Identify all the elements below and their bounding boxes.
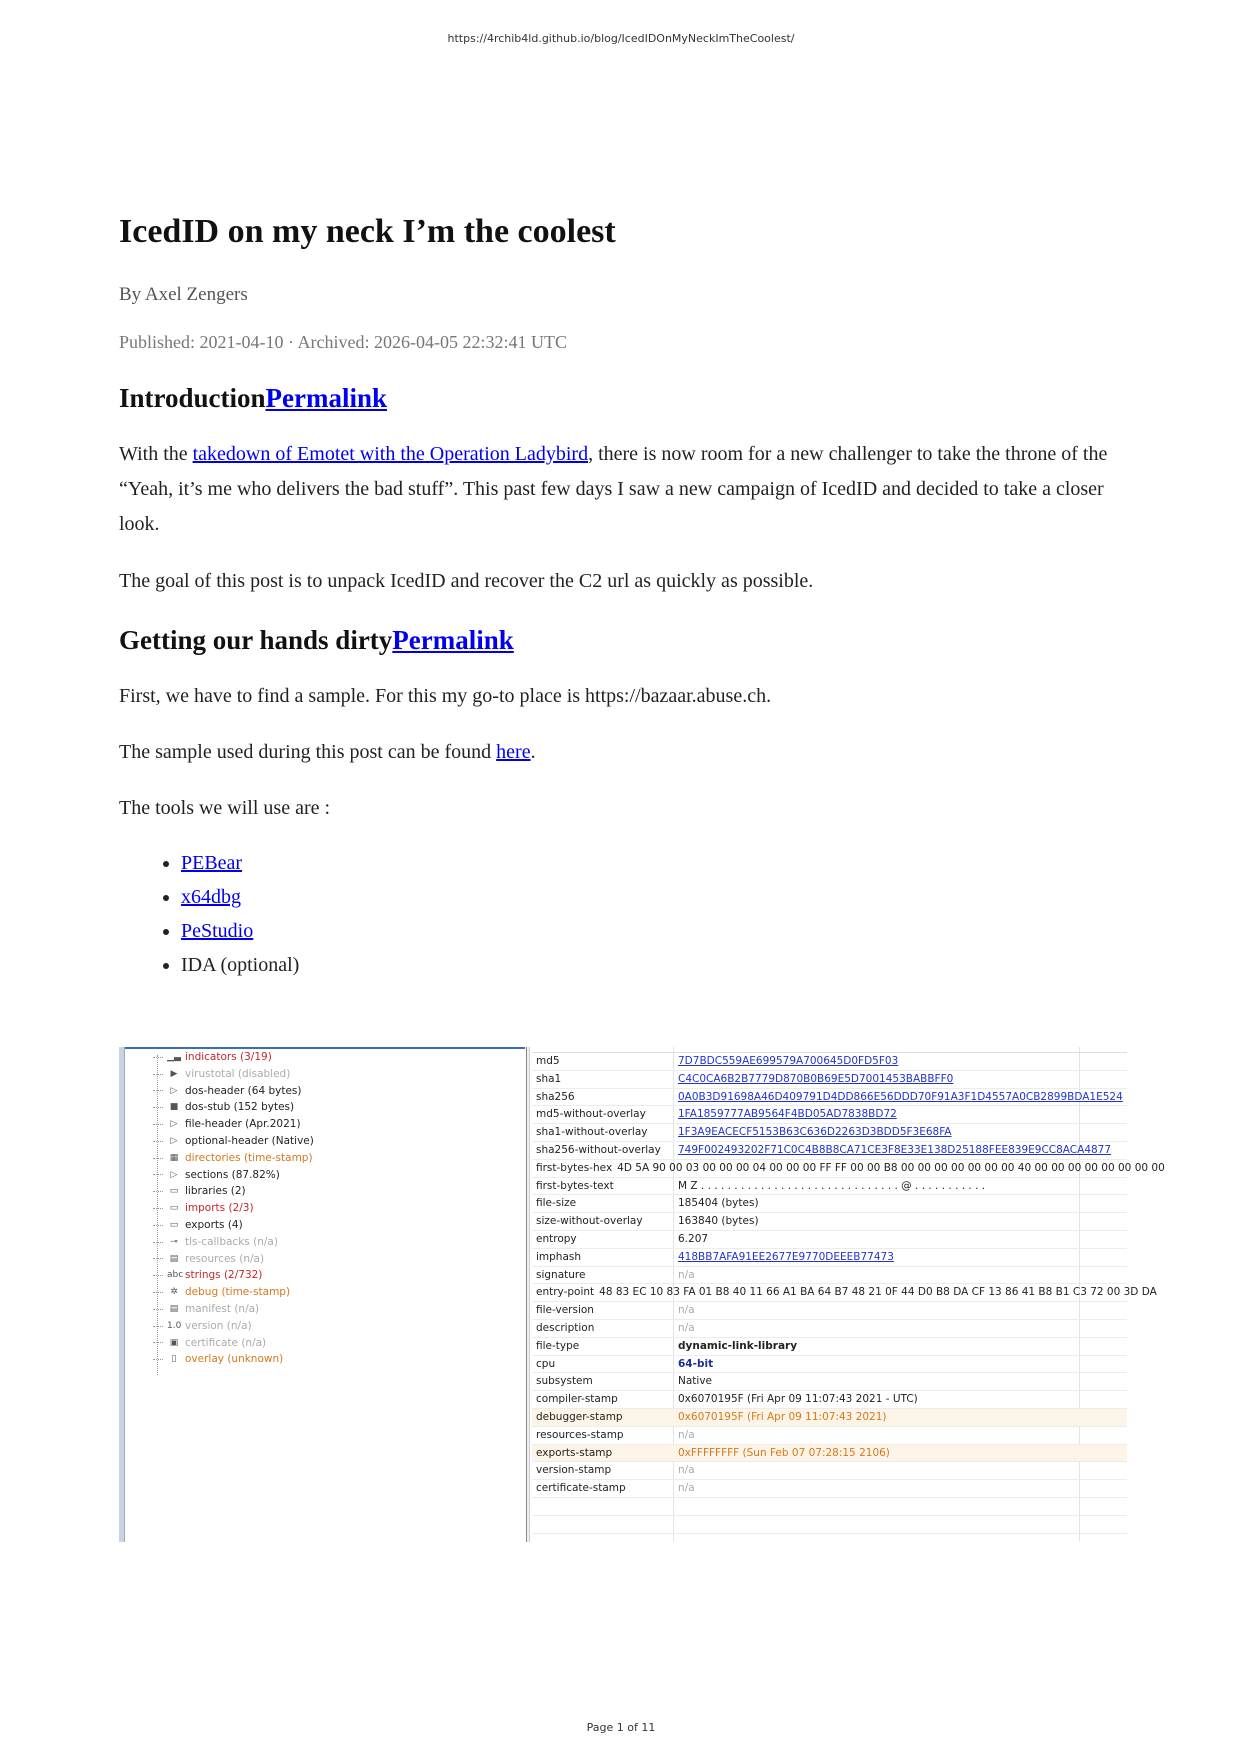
property-row[interactable] (532, 1267, 1127, 1285)
property-row[interactable] (532, 1480, 1127, 1498)
intro-paragraph-2: The goal of this post is to unpack IcedID and recover the C2 url as quickly as possible. (119, 570, 814, 592)
x64dbg-link[interactable]: x64dbg (181, 886, 241, 908)
triangle-icon: ▷ (170, 1169, 178, 1180)
tree-item[interactable] (153, 1133, 523, 1150)
tree-item-label: overlay (unknown) (185, 1353, 284, 1366)
property-value: 185404 (bytes) (678, 1197, 759, 1210)
tree-item[interactable] (153, 1083, 523, 1100)
property-key: description (536, 1321, 595, 1334)
tree-connector (153, 1242, 163, 1243)
property-row[interactable] (532, 1356, 1127, 1374)
tree-connector (153, 1292, 163, 1293)
heading-introduction (119, 381, 1129, 415)
property-value: 0xFFFFFFFF (Sun Feb 07 07:28:15 2106) (678, 1446, 890, 1459)
emotet-takedown-link[interactable]: takedown of Emotet with the Operation Ladybird (192, 443, 589, 465)
tree-connector (153, 1258, 163, 1259)
property-row[interactable] (532, 1142, 1127, 1160)
article-byline: By Axel Zengers (119, 284, 248, 305)
tree-item-label: dos-header (64 bytes) (185, 1084, 302, 1097)
property-key: subsystem (536, 1375, 593, 1388)
screenshot-left-edge (119, 1047, 125, 1542)
tool-item-ida: • IDA (optional) (181, 948, 1129, 982)
tree-connector (153, 1208, 163, 1209)
folder-icon: ▦ (169, 1152, 179, 1163)
property-row[interactable] (532, 1089, 1127, 1107)
property-key: sha256-without-overlay (536, 1143, 661, 1156)
property-row[interactable] (532, 1445, 1127, 1463)
property-key: debugger-stamp (536, 1410, 623, 1423)
property-value: 64-bit (678, 1357, 714, 1370)
tree-item-label: dos-stub (152 bytes) (185, 1101, 295, 1114)
empty-row (532, 1498, 1127, 1516)
chart-icon: ▁▃ (167, 1052, 181, 1062)
tree-connector (153, 1342, 163, 1343)
property-value: M Z . . . . . . . . . . . . . . . . . . . . . . . . . . . . . . @ . . . . . . . . . . . (678, 1179, 986, 1192)
property-row[interactable] (532, 1338, 1127, 1356)
import-icon: ▭ (169, 1203, 179, 1214)
property-row[interactable] (532, 1178, 1127, 1196)
property-value: n/a (678, 1464, 695, 1477)
tool-item-pebear (181, 846, 1129, 880)
tree-item[interactable] (153, 1099, 523, 1116)
tree-item-label: resources (n/a) (185, 1252, 265, 1265)
tree-connector (153, 1326, 163, 1327)
property-row[interactable] (532, 1124, 1127, 1142)
property-value[interactable]: 7D7BDC559AE699579A700645D0FD5F03 (678, 1055, 899, 1067)
tool-item-x64dbg (181, 880, 1129, 914)
tree-item[interactable] (153, 1200, 523, 1217)
tree-item-label: exports (4) (185, 1218, 243, 1231)
tree-item[interactable] (153, 1301, 523, 1318)
dirty-permalink[interactable]: Permalink (392, 625, 514, 655)
tree-connector (153, 1225, 163, 1226)
article (119, 210, 1129, 982)
dirty-paragraph-2 (119, 735, 1129, 770)
pebear-link[interactable]: PEBear (181, 852, 243, 874)
tree-item[interactable] (153, 1217, 523, 1234)
property-value[interactable]: 1F3A9EACECF5153B63C636D2263D3BDD5F3E68FA (678, 1126, 952, 1139)
tree-item[interactable] (153, 1234, 523, 1251)
triangle-icon: ▷ (170, 1085, 178, 1096)
property-row[interactable] (532, 1391, 1127, 1409)
tree-item[interactable] (153, 1267, 523, 1284)
property-key: cpu (536, 1357, 556, 1370)
tree-connector (153, 1309, 163, 1310)
property-key: imphash (536, 1250, 582, 1263)
intro-p1-text-after: , there is now room for a new challenger to take the throne of the “Yeah, it’s me who delivers the bad stuff”. This past few days I saw a new campaign of IcedID and decided to take a closer look. (119, 443, 1108, 535)
tree-item-label: optional-header (Native) (185, 1134, 314, 1147)
dirty-p2-text-before: The sample used during this post can be found (119, 741, 497, 763)
tree-item[interactable] (153, 1351, 523, 1368)
property-row[interactable] (532, 1160, 1165, 1178)
terminal-icon: ■ (169, 1102, 179, 1113)
property-key: size-without-overlay (536, 1215, 643, 1228)
export-icon: ▭ (169, 1219, 179, 1230)
property-value: n/a (678, 1321, 695, 1334)
tree-item-label: imports (2/3) (185, 1202, 254, 1215)
pane-splitter[interactable] (526, 1047, 530, 1542)
property-key: file-size (536, 1197, 577, 1210)
property-key: md5 (536, 1055, 560, 1067)
tree-item[interactable] (153, 1066, 523, 1083)
property-key: file-type (536, 1339, 580, 1352)
tree-item-label: debug (time-stamp) (185, 1286, 291, 1299)
property-value: n/a (678, 1428, 695, 1441)
tree-item[interactable] (153, 1116, 523, 1133)
property-value[interactable]: 0A0B3D91698A46D409791D4DD866E56DDD70F91A3F1D4557A0CB2899BDA1E524 (678, 1090, 1123, 1103)
property-value[interactable]: 749F002493202F71C0C4B8B8CA71CE3F8E33E138D25188FEE839E9CC8ACA4877 (678, 1143, 1112, 1156)
tree-item-label: virustotal (disabled) (185, 1067, 291, 1080)
tree-item-label: libraries (2) (185, 1185, 246, 1198)
certificate-icon: ▣ (169, 1337, 179, 1348)
property-key: exports-stamp (536, 1446, 613, 1459)
property-row[interactable] (532, 1373, 1127, 1391)
property-value: Native (678, 1375, 712, 1388)
resource-icon: ▤ (169, 1253, 179, 1264)
property-key: first-bytes-text (536, 1179, 614, 1192)
property-value: 0x6070195F (Fri Apr 09 11:07:43 2021) (678, 1410, 887, 1423)
properties-table (532, 1047, 1165, 1534)
intro-paragraph-1 (119, 437, 1129, 542)
property-row[interactable] (532, 1409, 1127, 1427)
dirty-paragraph-3: The tools we will use are : (119, 797, 331, 819)
tree-item[interactable] (153, 1183, 523, 1200)
tree-connector (153, 1158, 163, 1159)
property-key: sha1 (536, 1072, 562, 1085)
tree-item-label: manifest (n/a) (185, 1302, 260, 1315)
property-key: md5-without-overlay (536, 1108, 646, 1121)
tree-connector (153, 1074, 163, 1075)
sample-here-link[interactable]: here (496, 741, 531, 763)
tree-item-label: version (n/a) (185, 1319, 252, 1332)
article-title: IcedID on my neck I’m the coolest (119, 213, 616, 250)
property-row[interactable] (532, 1249, 1127, 1267)
play-icon: ▶ (170, 1068, 178, 1079)
property-value: n/a (678, 1268, 695, 1281)
property-row[interactable] (532, 1427, 1127, 1445)
property-row[interactable] (532, 1213, 1127, 1231)
tree-connector (153, 1174, 163, 1175)
property-key: first-bytes-hex (536, 1161, 613, 1174)
callback-icon: ⊸ (170, 1236, 178, 1247)
tree-connector (153, 1141, 163, 1142)
property-value[interactable]: 1FA1859777AB9564F4BD05AD7838BD72 (678, 1108, 897, 1121)
tree-item-label: directories (time-stamp) (185, 1151, 313, 1164)
tree-item[interactable] (153, 1251, 523, 1268)
heading-introduction-text: Introduction (119, 383, 266, 413)
tree-item[interactable] (153, 1167, 523, 1184)
property-row[interactable] (532, 1302, 1127, 1320)
version-icon: 1.0 (167, 1320, 182, 1331)
library-icon: ▭ (169, 1186, 179, 1197)
bug-icon: ✲ (170, 1287, 178, 1298)
tools-list (181, 846, 1129, 982)
tree-item[interactable] (153, 1284, 523, 1301)
article-meta: Published: 2021-04-10 · Archived: 2026-04-05 22:32:41 UTC (119, 332, 567, 352)
property-key: resources-stamp (536, 1428, 624, 1441)
tree-connector (153, 1107, 163, 1108)
pestudio-link[interactable]: PeStudio (181, 920, 254, 942)
page-url-header: https://4rchib4ld.github.io/blog/IcedIDOnMyNeckImTheCoolest/ (447, 32, 795, 45)
tree-item[interactable] (153, 1150, 523, 1167)
tree-connector (153, 1090, 163, 1091)
tree-item[interactable] (153, 1318, 523, 1335)
property-key: file-version (536, 1304, 594, 1317)
tree-item[interactable] (153, 1335, 523, 1352)
pestudio-screenshot (119, 1047, 1165, 1542)
property-value: 4D 5A 90 00 03 00 00 00 04 00 00 00 FF FF 00 00 B8 00 00 00 00 00 00 00 40 00 00 00 00 00 00 00 00 (617, 1161, 1165, 1174)
manifest-icon: ▤ (169, 1303, 179, 1314)
property-value[interactable]: 418BB7AFA91EE2677E9770DEEEB77473 (678, 1250, 894, 1263)
property-value: dynamic-link-library (678, 1339, 798, 1352)
property-value: n/a (678, 1304, 695, 1317)
property-key: entry-point (536, 1286, 595, 1299)
tree-connector (153, 1359, 163, 1360)
intro-p1-text-before: With the (119, 443, 193, 465)
strings-icon: abc (167, 1270, 184, 1281)
tool-item-pestudio (181, 914, 1129, 948)
property-key: compiler-stamp (536, 1393, 618, 1406)
tree-connector (153, 1124, 163, 1125)
tree-item-label: certificate (n/a) (185, 1336, 267, 1349)
property-value: n/a (678, 1482, 695, 1495)
tree-item-label: tls-callbacks (n/a) (185, 1235, 278, 1248)
introduction-permalink[interactable]: Permalink (265, 383, 388, 413)
triangle-icon: ▷ (170, 1135, 178, 1146)
property-value[interactable]: C4C0CA6B2B7779D870B0B69E5D7001453BABBFF0 (678, 1072, 954, 1085)
property-row[interactable] (532, 1231, 1127, 1249)
property-row[interactable] (532, 1284, 1157, 1302)
property-key: signature (536, 1268, 586, 1281)
tree-connector (153, 1191, 163, 1192)
property-value: 163840 (bytes) (678, 1215, 759, 1228)
property-value: 48 83 EC 10 83 FA 01 B8 40 11 66 A1 BA 64 B7 48 21 0F 44 D0 B8 DA CF 13 86 41 B8 B1 C3 72 00 3D DA (599, 1286, 1157, 1299)
property-value: 6.207 (678, 1232, 709, 1245)
heading-dirty-text: Getting our hands dirty (119, 625, 393, 655)
property-key: sha1-without-overlay (536, 1126, 648, 1139)
property-row[interactable] (532, 1195, 1127, 1213)
property-row[interactable] (532, 1106, 1127, 1124)
tree-item-label: strings (2/732) (185, 1269, 263, 1282)
property-row[interactable] (532, 1071, 1127, 1089)
dirty-p2-text-after: . (530, 741, 536, 763)
dirty-paragraph-1: First, we have to find a sample. For this my go-to place is https://bazaar.abuse.ch. (119, 685, 772, 707)
tree-item-label: indicators (3/19) (185, 1051, 272, 1063)
property-row[interactable] (532, 1462, 1127, 1480)
tree-connector (153, 1057, 163, 1058)
tree-item-label: file-header (Apr.2021) (185, 1118, 301, 1131)
page-footer: Page 1 of 11 (586, 1721, 656, 1734)
property-row[interactable] (532, 1053, 1127, 1071)
heading-getting-hands-dirty (119, 623, 1129, 657)
tree-connector (153, 1275, 163, 1276)
page-icon: ▯ (171, 1354, 177, 1365)
property-row[interactable] (532, 1320, 1127, 1338)
empty-row (532, 1516, 1127, 1534)
property-key: version-stamp (536, 1464, 612, 1477)
tree-item-label: sections (87.82%) (185, 1168, 280, 1181)
property-value: 0x6070195F (Fri Apr 09 11:07:43 2021 - UTC) (678, 1393, 918, 1406)
triangle-icon: ▷ (170, 1119, 178, 1130)
property-key: entropy (536, 1232, 577, 1245)
pestudio-tree (153, 1049, 523, 1368)
property-key: certificate-stamp (536, 1482, 626, 1495)
property-key: sha256 (536, 1090, 575, 1103)
tree-item[interactable] (153, 1049, 523, 1066)
